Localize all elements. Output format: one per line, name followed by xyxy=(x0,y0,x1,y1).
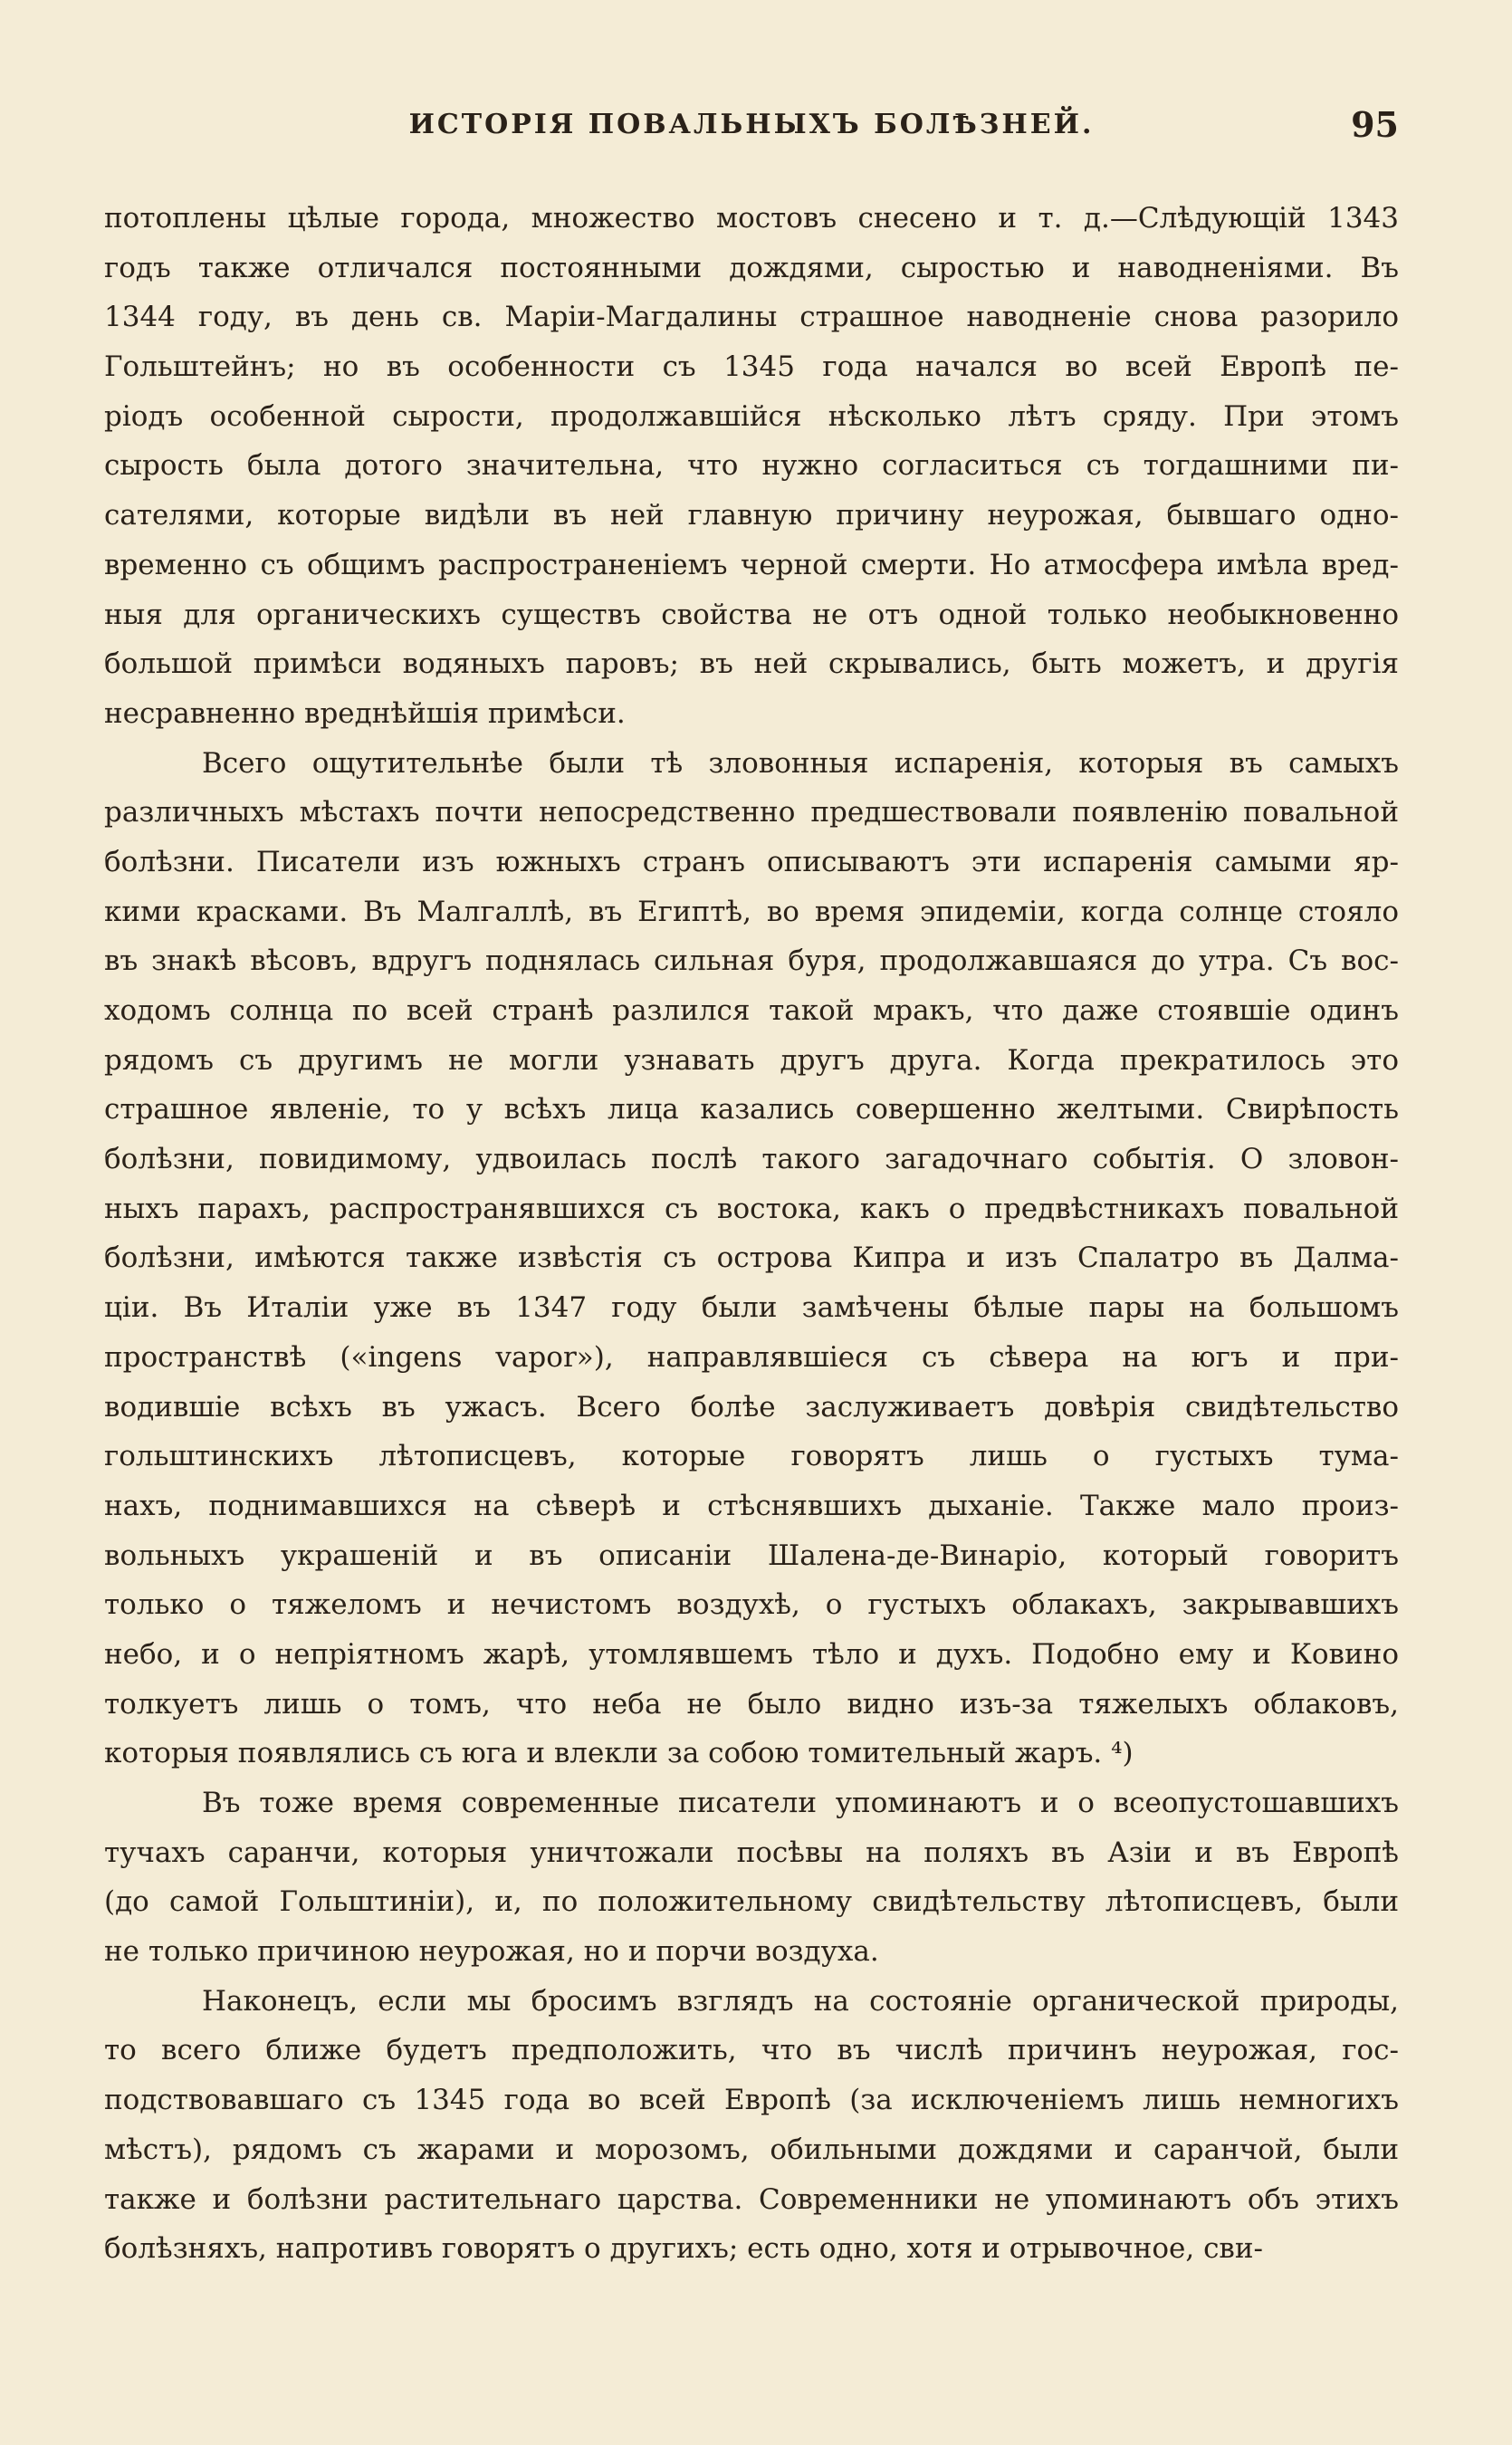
paragraph xyxy=(104,194,1399,739)
text-line: въ знакѣ вѣсовъ, вдругъ поднялась сильная буря, продолжавшаяся до утра. Съ вос- xyxy=(104,944,1399,978)
text-line: кими красками. Въ Малгаллѣ, въ Египтѣ, во время эпидеміи, когда солнце стояло xyxy=(104,895,1399,928)
text-line: толкуетъ лишь о томъ, что неба не было видно изъ-за тяжелыхъ облаковъ, xyxy=(104,1687,1399,1721)
text-line: гольштинскихъ лѣтописцевъ, которые говорятъ лишь о густыхъ тума- xyxy=(104,1440,1399,1473)
text-line: несравненно вреднѣйшія примѣси. xyxy=(104,696,626,730)
running-title: ИСТОРІЯ ПОВАЛЬНЫХЪ БОЛѢЗНЕЙ. xyxy=(408,109,1095,140)
text-line: мѣстъ), рядомъ съ жарами и морозомъ, обильными дождями и саранчой, были xyxy=(104,2133,1399,2166)
text-line: ходомъ солнца по всей странѣ разлился такой мракъ, что даже стоявшіе одинъ xyxy=(104,994,1399,1027)
text-line: болѣзни. Писатели изъ южныхъ странъ описываютъ эти испаренія самыми яр- xyxy=(104,845,1399,878)
text-line: ныя для органическихъ существъ свойства не отъ одной только необыкновенно xyxy=(104,598,1399,631)
text-line: Всего ощутительнѣе были тѣ зловонныя испаренія, которыя въ самыхъ xyxy=(202,746,1399,780)
text-line: рядомъ съ другимъ не могли узнавать другъ друга. Когда прекратилось это xyxy=(104,1043,1399,1077)
text-line: которыя появлялись съ юга и влекли за собою томительный жаръ. ⁴) xyxy=(104,1737,1134,1770)
text-line: болѣзняхъ, напротивъ говорятъ о другихъ; есть одно, хотя и отрывочное, сви- xyxy=(104,2232,1264,2266)
text-line: временно съ общимъ распространеніемъ черной смерти. Но атмосфера имѣла вред- xyxy=(104,548,1399,581)
text-line: Наконецъ, если мы бросимъ взглядъ на состояніе органической природы, xyxy=(202,1984,1399,2018)
paragraph xyxy=(104,739,1399,1779)
text-line: различныхъ мѣстахъ почти непосредственно предшествовали появленію повальной xyxy=(104,796,1399,829)
text-line: вольныхъ украшеній и въ описаніи Шалена-де-Винаріо, который говоритъ xyxy=(104,1539,1399,1572)
text-line: нахъ, поднимавшихся на сѣверѣ и стѣснявшихъ дыханіе. Также мало произ- xyxy=(104,1489,1399,1522)
page-number: 95 xyxy=(1351,104,1399,145)
text-line: Гольштейнъ; но въ особенности съ 1345 года начался во всей Европѣ пе- xyxy=(104,350,1399,384)
text-line: водившіе всѣхъ въ ужасъ. Всего болѣе заслуживаетъ довѣрія свидѣтельство xyxy=(104,1390,1399,1424)
text-line: сателями, которые видѣли въ ней главную причину неурожая, бывшаго одно- xyxy=(104,499,1399,532)
text-line: болѣзни, повидимому, удвоилась послѣ такого загадочнаго событія. О зловон- xyxy=(104,1143,1399,1176)
text-line: сырость была дотого значительна, что нужно согласиться съ тогдашними пи- xyxy=(104,449,1399,483)
text-line: ріодъ особенной сырости, продолжавшійся нѣсколько лѣтъ сряду. При этомъ xyxy=(104,399,1399,433)
text-line: подствовавшаго съ 1345 года во всей Европѣ (за исключеніемъ лишь немногихъ xyxy=(104,2084,1399,2117)
text-line: также и болѣзни растительнаго царства. Современники не упоминаютъ объ этихъ xyxy=(104,2182,1399,2216)
text-line: Въ тоже время современные писатели упоминаютъ и о всеопустошавшихъ xyxy=(202,1787,1399,1819)
text-line: большой примѣси водяныхъ паровъ; въ ней скрывались, быть можетъ, и другія xyxy=(104,647,1399,681)
text-line: 1344 году, въ день св. Маріи-Магдалины страшное наводненіе снова разорило xyxy=(104,301,1399,334)
text-line: пространствѣ («ingens vapor»), направлявшіеся съ сѣвера на югъ и при- xyxy=(104,1340,1399,1374)
text-line: не только причиною неурожая, но и порчи воздуха. xyxy=(104,1935,879,1969)
text-line: только о тяжеломъ и нечистомъ воздухѣ, о густыхъ облакахъ, закрывавшихъ xyxy=(104,1588,1399,1622)
text-line: то всего ближе будетъ предположить, что въ числѣ причинъ неурожая, гос- xyxy=(104,2034,1399,2067)
paragraph xyxy=(104,1779,1399,1977)
text-line: небо, и о непріятномъ жарѣ, утомлявшемъ тѣло и духъ. Подобно ему и Ковино xyxy=(104,1637,1399,1671)
running-head xyxy=(104,100,1399,150)
text-line: годъ также отличался постоянными дождями, сыростью и наводненіями. Въ xyxy=(104,251,1399,284)
paragraph xyxy=(104,1977,1399,2274)
text-line: потоплены цѣлые города, множество мостовъ снесено и т. д.—Слѣдующій 1343 xyxy=(104,202,1399,235)
text-line: страшное явленіе, то у всѣхъ лица казались совершенно желтыми. Свирѣпость xyxy=(104,1093,1399,1127)
body-text xyxy=(104,194,1399,2274)
text-line: (до самой Гольштиніи), и, по положительному свидѣтельству лѣтописцевъ, были xyxy=(104,1885,1399,1919)
text-line: ціи. Въ Италіи уже въ 1347 году были замѣчены бѣлые пары на большомъ xyxy=(104,1291,1399,1325)
text-line: тучахъ саранчи, которыя уничтожали посѣвы на поляхъ въ Азіи и въ Европѣ xyxy=(104,1836,1399,1869)
text-line: болѣзни, имѣются также извѣстія съ острова Кипра и изъ Спалатро въ Далма- xyxy=(104,1242,1399,1275)
text-line: ныхъ парахъ, распространявшихся съ востока, какъ о предвѣстникахъ повальной xyxy=(104,1192,1399,1225)
